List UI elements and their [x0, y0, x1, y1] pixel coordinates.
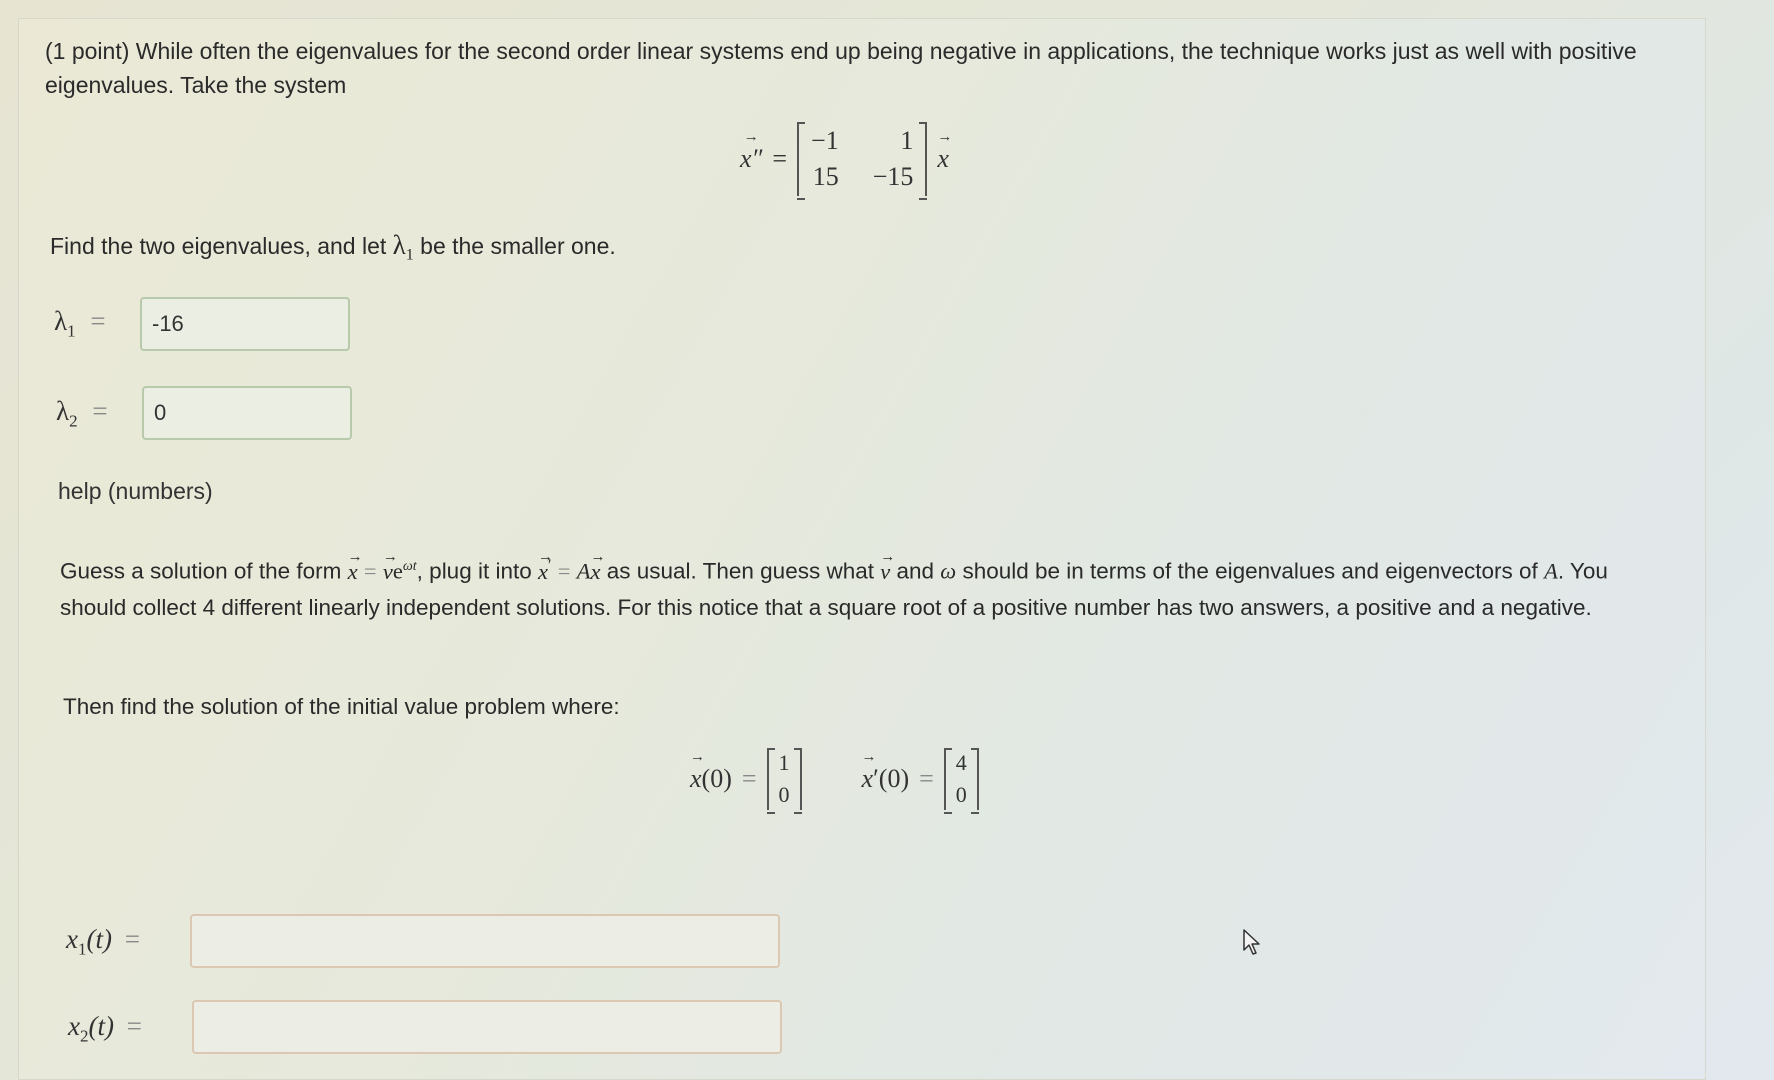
x2-label: $x_2(t)$ = [68, 1011, 142, 1046]
lambda2-label: $\lambda_2$ = [56, 396, 108, 431]
then-find-text: Then find the solution of the initial value problem where: [63, 694, 620, 719]
system-equation [740, 122, 949, 196]
lambda2-input[interactable] [142, 386, 352, 440]
matrix-entry-22: −15 [872, 162, 914, 191]
x2-input[interactable] [192, 1000, 782, 1054]
x0-vector: 1 0 [767, 748, 802, 810]
lambda1-label: $\lambda_1$ = [54, 306, 106, 341]
x-vector: → x [937, 144, 949, 174]
matrix-entry-21: 15 [812, 162, 839, 191]
xprime0-condition: → x′(0) = 4 0 [862, 748, 979, 810]
x1-label: $x_1(t)$ = [66, 924, 140, 959]
xprime0-vector: 4 0 [944, 748, 979, 810]
lambda1-input[interactable] [140, 297, 350, 351]
coefficient-matrix [797, 122, 927, 196]
find-eigenvalues-text: Find the two eigenvalues, and let $\lambda_1$ be the smaller one. [50, 230, 616, 264]
x0-condition: → x(0) = 1 0 [690, 748, 802, 810]
help-numbers-link[interactable]: help (numbers) [58, 478, 213, 504]
x1-input[interactable] [190, 914, 780, 968]
initial-conditions [690, 748, 979, 810]
problem-intro: (1 point) While often the eigenvalues for the second order linear systems end up being negative in applications, the technique works just as well with positive eigenvalues. Take the system [45, 38, 1637, 98]
x-double-prime-vector: → x″ [740, 144, 762, 174]
equals-sign: = [772, 144, 788, 173]
matrix-entry-12: 1 [900, 126, 914, 155]
guess-instructions: Guess a solution of the form → x = → $ve^{\omega t}$, plug it into → x′ = A→ x as usual. Then guess what → v and ω should be in terms of the eigenvalues and eigenvectors of A. You should collect 4 different linearly independent solutions. For this notice that a square root of a positive number has two answers, a positive and a negative. [60, 548, 1630, 626]
mouse-cursor-icon [1242, 928, 1264, 956]
matrix-entry-11: −1 [811, 126, 839, 155]
